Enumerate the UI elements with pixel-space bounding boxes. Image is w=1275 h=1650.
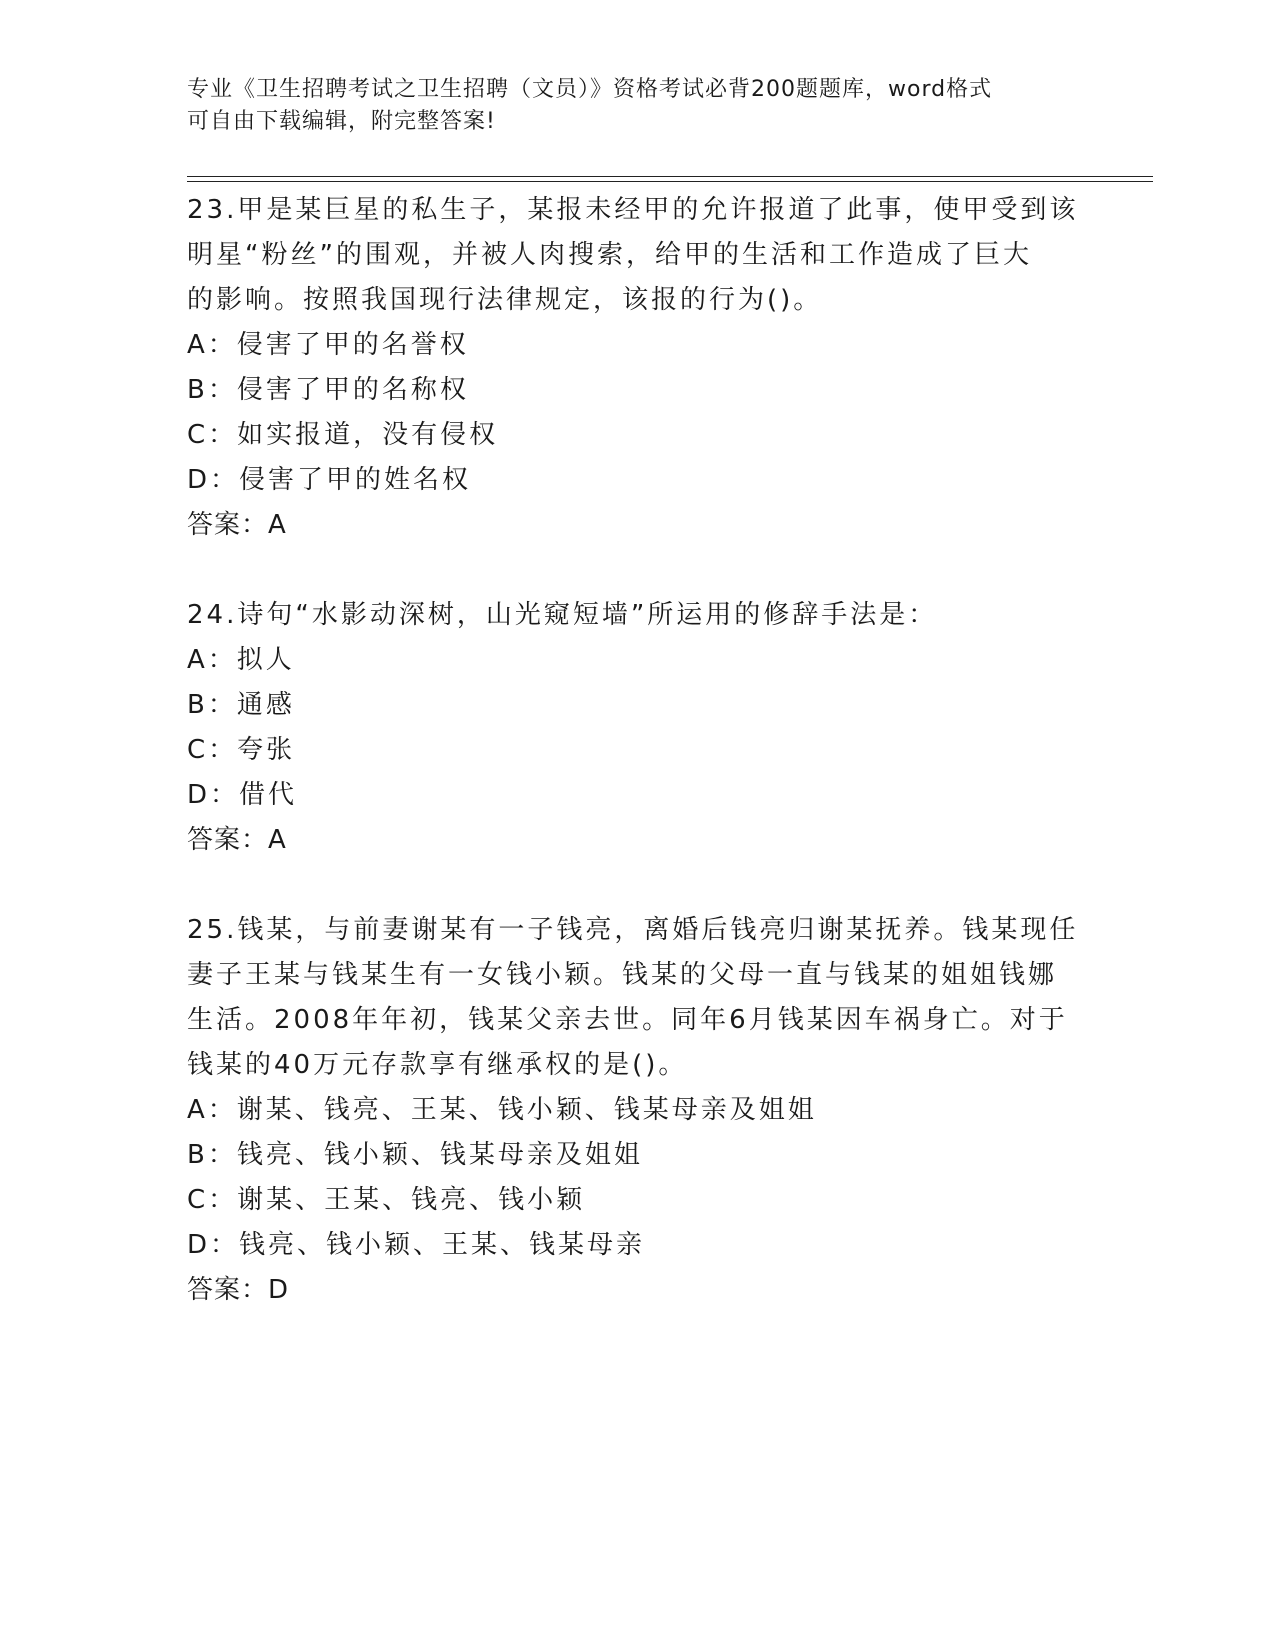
option-a: A：侵害了甲的名誉权 xyxy=(187,330,469,360)
answer-text: 答案：A xyxy=(187,510,287,540)
question-text-line: 23.甲是某巨星的私生子，某报未经甲的允许报道了此事，使甲受到该 xyxy=(187,195,1079,225)
question-24 xyxy=(187,593,1087,863)
option-a: A：拟人 xyxy=(187,645,295,675)
question-23 xyxy=(187,188,1087,548)
option-c: C：夸张 xyxy=(187,735,296,765)
header-line-2: 可自由下载编辑，附完整答案! xyxy=(187,109,496,134)
question-text-line: 妻子王某与钱某生有一女钱小颖。钱某的父母一直与钱某的姐姐钱娜 xyxy=(187,960,1058,990)
question-text-line: 24.诗句“水影动深树，山光窥短墙”所运用的修辞手法是： xyxy=(187,600,938,630)
question-text-line: 钱某的40万元存款享有继承权的是()。 xyxy=(187,1050,688,1080)
option-a: A：谢某、钱亮、王某、钱小颖、钱某母亲及姐姐 xyxy=(187,1095,817,1125)
question-text-line: 的影响。按照我国现行法律规定，该报的行为()。 xyxy=(187,285,823,315)
header-line-1: 专业《卫生招聘考试之卫生招聘（文员）》资格考试必背200题题库，word格式 xyxy=(187,77,993,102)
header-divider-top xyxy=(187,176,1153,177)
option-d: D：借代 xyxy=(187,780,298,810)
option-b: B：通感 xyxy=(187,690,295,720)
option-b: B：钱亮、钱小颖、钱某母亲及姐姐 xyxy=(187,1140,643,1170)
header-divider-bottom xyxy=(187,181,1153,182)
option-c: C：如实报道，没有侵权 xyxy=(187,420,499,450)
answer-text: 答案：D xyxy=(187,1275,290,1305)
document-header xyxy=(187,74,1087,138)
answer-text: 答案：A xyxy=(187,825,287,855)
option-d: D：钱亮、钱小颖、王某、钱某母亲 xyxy=(187,1230,646,1260)
question-text-line: 明星“粉丝”的围观，并被人肉搜索，给甲的生活和工作造成了巨大 xyxy=(187,240,1032,270)
question-spacer xyxy=(187,863,1087,908)
option-d: D：侵害了甲的姓名权 xyxy=(187,465,472,495)
question-spacer xyxy=(187,548,1087,593)
option-b: B：侵害了甲的名称权 xyxy=(187,375,469,405)
option-c: C：谢某、王某、钱亮、钱小颖 xyxy=(187,1185,586,1215)
question-text-line: 25.钱某，与前妻谢某有一子钱亮，离婚后钱亮归谢某抚养。钱某现任 xyxy=(187,915,1079,945)
question-text-line: 生活。2008年年初，钱某父亲去世。同年6月钱某因车祸身亡。对于 xyxy=(187,1005,1068,1035)
question-25 xyxy=(187,908,1087,1313)
question-list xyxy=(187,188,1087,1313)
